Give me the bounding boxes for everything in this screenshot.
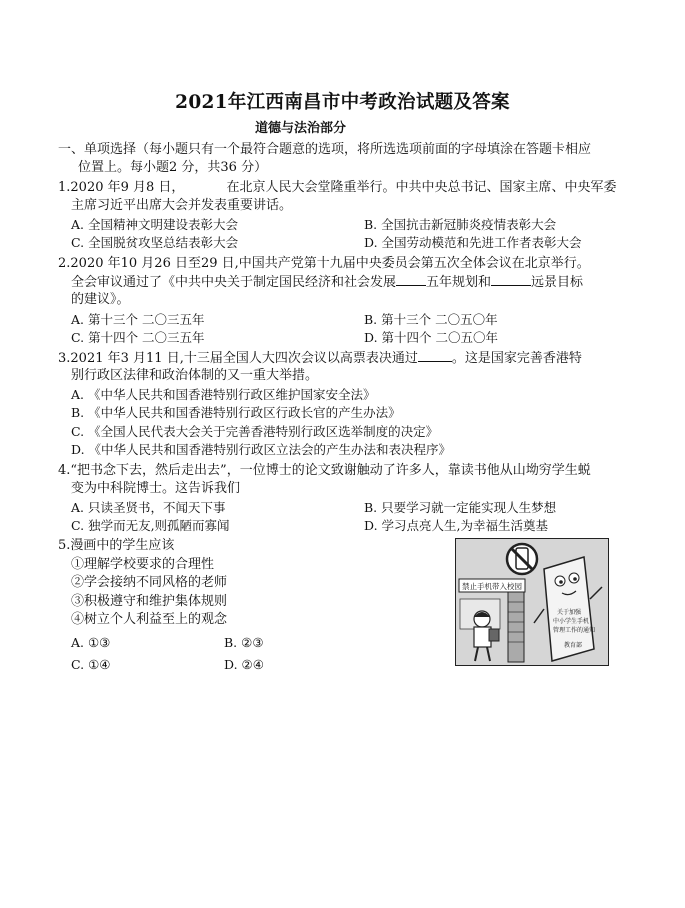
question-2-stem-a: 全会审议通过了《中共中央关于制定国民经济和社会发展 (71, 275, 397, 290)
question-2-option-b: B. 第十三个 二〇五〇年 (364, 312, 498, 327)
cartoon-sign-text: 禁止手机带入校园 (462, 582, 522, 591)
question-5-statement-1: ①理解学校要求的合理性 (71, 557, 215, 572)
question-5-stem: 5.漫画中的学生应该 (58, 538, 175, 553)
question-4-stem: 4.“把书念下去，然后走出去”，一位博士的论文致谢触动了许多人，靠读书他从山坳穷学生蜕 (58, 463, 591, 478)
question-5-statement-2: ②学会接纳不同风格的老师 (71, 575, 228, 590)
question-5-statement-4: ④树立个人利益至上的观念 (71, 612, 228, 627)
notice-line-4: 教育部 (564, 642, 583, 649)
question-2-blank-2 (491, 273, 531, 286)
question-4-option-b: B. 只要学习就一定能实现人生梦想 (364, 500, 557, 515)
page-title: 2021年江西南昌市中考政治试题及答案 (175, 92, 510, 113)
cartoon-illustration (455, 538, 609, 666)
question-2-option-d: D. 第十四个 二〇五〇年 (364, 330, 498, 345)
notice-line-3: 管理工作的通知 (553, 627, 596, 634)
question-3-stem-a: 3.2021 年3 月11 日,十三届全国人大四次会议以高票表决通过 (58, 351, 418, 366)
question-2-option-c: C. 第十四个 二〇三五年 (71, 330, 205, 345)
notice-line-2: 中小学生手机 (553, 618, 590, 625)
no-phone-icon (507, 544, 537, 574)
question-4-option-c: C. 独学而无友,则孤陋而寡闻 (71, 518, 230, 533)
question-5-option-b: B. ②③ (224, 635, 264, 650)
notice-line-1: 关于加强 (557, 609, 582, 616)
question-2-stem-end: 的建议》。 (71, 292, 130, 307)
question-1-option-b: B. 全国抗击新冠肺炎疫情表彰大会 (364, 217, 557, 232)
section-heading: 一、单项选择（每小题只有一个最符合题意的选项，将所选选项前面的字母填涂在答题卡相应 (58, 142, 592, 157)
question-1-stem-b: 在北京人民大会堂隆重举行。中共中央总书记、国家主席、中央军委 (226, 180, 617, 195)
question-3-stem-cont: 别行政区法律和政治体制的又一重大举措。 (71, 368, 319, 383)
question-2-blank-1 (396, 273, 426, 286)
question-1-option-c: C. 全国脱贫攻坚总结表彰大会 (71, 235, 239, 250)
question-4-option-d: D. 学习点亮人生,为幸福生活奠基 (364, 518, 548, 533)
question-3-option-b: B. 《中华人民共和国香港特别行政区行政长官的产生办法》 (71, 405, 401, 420)
question-5-option-c: C. ①④ (71, 657, 111, 672)
question-1-stem-a: 1.2020 年9 月8 日， (58, 180, 185, 195)
question-2-stem: 2.2020 年10 月26 日至29 日,中国共产党第十九届中央委员会第五次全体会议在北京举行。 (58, 256, 590, 271)
question-1-option-a: A. 全国精神文明建设表彰大会 (71, 217, 238, 232)
question-3-option-a: A. 《中华人民共和国香港特别行政区维护国家安全法》 (71, 387, 376, 402)
question-1-option-d: D. 全国劳动模范和先进工作者表彰大会 (364, 235, 582, 250)
question-3-option-c: C. 《全国人民代表大会关于完善香港特别行政区选举制度的决定》 (71, 424, 439, 439)
question-1-stem-cont: 主席习近平出席大会并发表重要讲话。 (71, 198, 293, 213)
question-5-statement-3: ③积极遵守和维护集体规则 (71, 594, 228, 609)
question-3-stem-b: 。这是国家完善香港特 (451, 351, 582, 366)
question-1-blank (184, 179, 226, 191)
question-3-stem (58, 349, 582, 367)
question-3-blank (418, 349, 452, 362)
question-5-option-d: D. ②④ (224, 657, 264, 672)
section-subtitle: 道德与法治部分 (255, 121, 347, 136)
section-heading-cont: 位置上。每小题2 分，共36 分） (78, 160, 268, 175)
question-2-stem-cont (71, 273, 583, 291)
question-2-option-a: A. 第十三个 二〇三五年 (71, 312, 205, 327)
question-3-option-d: D. 《中华人民共和国香港特别行政区立法会的产生办法和表决程序》 (71, 442, 452, 457)
question-2-stem-b: 五年规划和 (426, 275, 492, 290)
question-5-option-a: A. ①③ (71, 635, 111, 650)
question-2-stem-c: 远景目标 (531, 275, 584, 290)
question-4-option-a: A. 只读圣贤书，不闻天下事 (71, 500, 226, 515)
question-1-stem (58, 179, 616, 196)
question-4-stem-cont: 变为中科院博士。这告诉我们 (71, 481, 241, 496)
